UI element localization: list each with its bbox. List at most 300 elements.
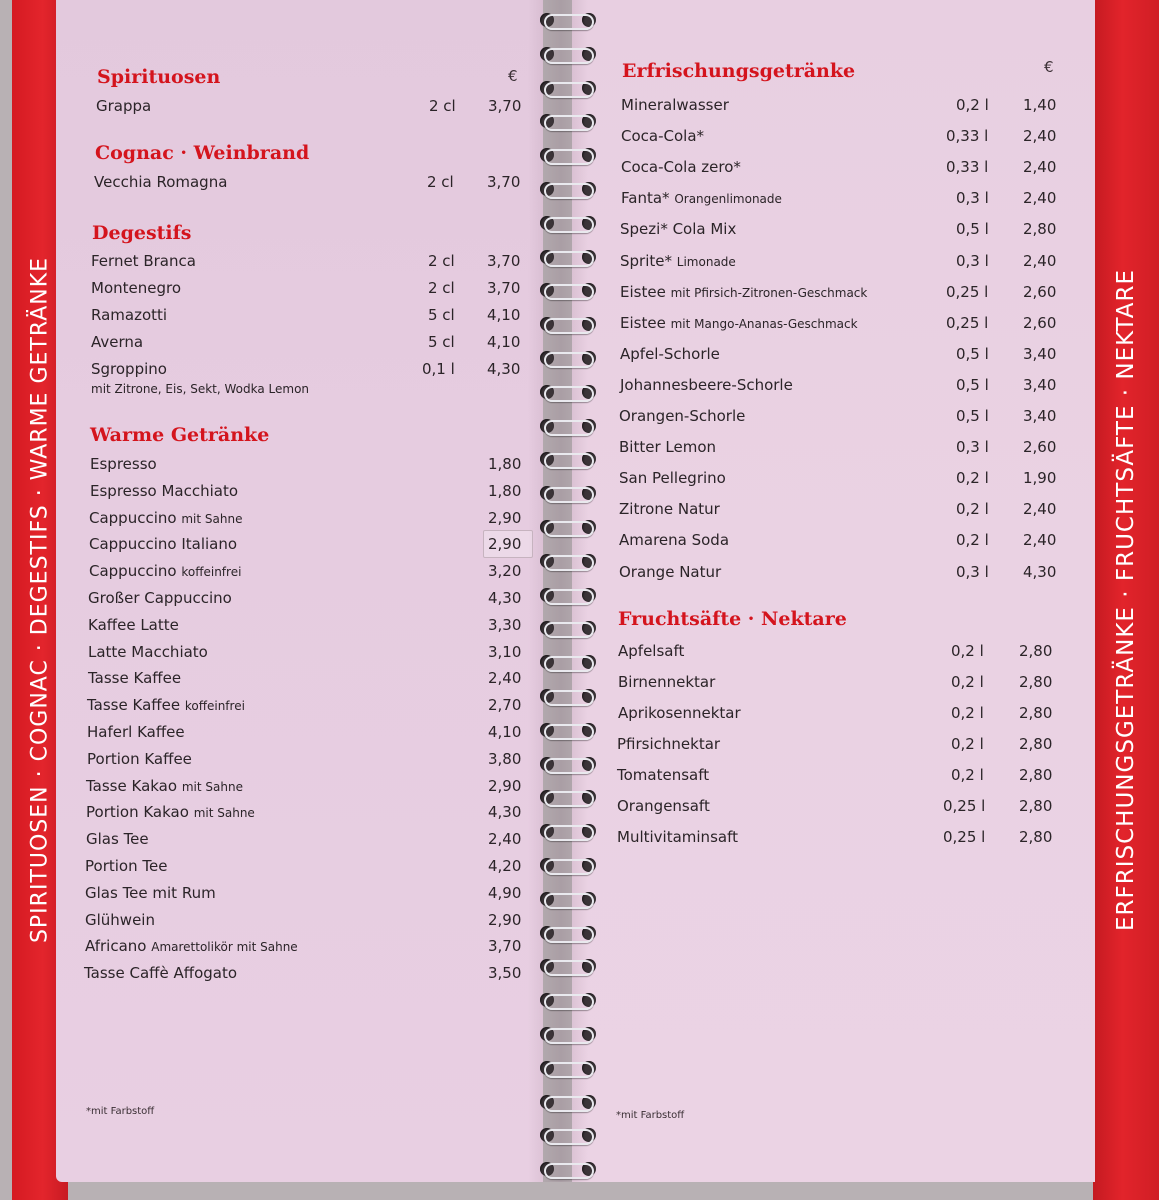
- menu-item-name: [619, 438, 716, 456]
- menu-item-name: [87, 696, 245, 714]
- menu-item-row: [85, 911, 525, 933]
- spiral-wire: [544, 656, 594, 672]
- spiral-coil: [538, 1092, 594, 1112]
- menu-item-name: [617, 828, 738, 846]
- menu-item-price: 4,30: [488, 803, 522, 822]
- menu-item-size: 0,2 l: [951, 735, 984, 753]
- spiral-wire: [544, 420, 594, 436]
- menu-item-name: [617, 766, 709, 784]
- menu-item-name: [620, 252, 736, 270]
- spiral-coil: [538, 314, 594, 334]
- menu-item-title: Espresso Macchiato: [90, 481, 239, 500]
- menu-item-size: 0,2 l: [956, 469, 989, 488]
- menu-item-title: Fernet Branca: [91, 252, 196, 270]
- menu-item-row: [88, 643, 528, 665]
- menu-item-name: [86, 803, 255, 821]
- section-title-erfrischungsgetraenke: Erfrischungsgetränke: [622, 60, 856, 82]
- menu-item-price: 3,40: [1023, 344, 1057, 363]
- menu-item-price: 2,90: [488, 910, 522, 929]
- menu-item-name: [619, 500, 720, 518]
- spiral-coil: [538, 382, 594, 402]
- menu-item-name: [87, 750, 192, 768]
- menu-item-price: 2,80: [1019, 642, 1053, 660]
- menu-item-size: 0,1 l: [422, 360, 455, 378]
- menu-item-price: 3,20: [488, 562, 522, 581]
- menu-item-name: [85, 884, 216, 902]
- menu-item-row: [91, 252, 531, 274]
- menu-item-title: Birnennektar: [618, 673, 716, 691]
- spiral-wire: [544, 1062, 594, 1078]
- menu-item-price: 2,80: [1019, 704, 1053, 722]
- menu-item-title: Apfel-Schorle: [620, 344, 720, 363]
- spiral-coil: [538, 10, 594, 30]
- spiral-coil: [538, 179, 594, 199]
- menu-item-row: [87, 750, 527, 772]
- menu-item-name: [91, 252, 196, 270]
- menu-item-row: [619, 563, 1059, 585]
- spiral-wire: [544, 318, 594, 334]
- menu-item-title: Orangensaft: [617, 797, 710, 815]
- menu-item-name: [90, 455, 157, 473]
- menu-item-size: 2 cl: [428, 252, 455, 270]
- menu-item-name: [621, 189, 782, 207]
- section-title-spirituosen: Spirituosen: [97, 66, 221, 88]
- menu-item-row: [618, 673, 1058, 695]
- menu-item-size: 2 cl: [427, 173, 454, 191]
- menu-item-title: Latte Macchiato: [88, 642, 208, 661]
- menu-item-name: [86, 777, 243, 795]
- menu-item-price: 3,70: [488, 937, 522, 956]
- menu-item-price: 2,90: [488, 776, 522, 795]
- menu-item-row: [621, 189, 1061, 211]
- menu-item-price: 2,80: [1019, 766, 1053, 784]
- menu-item-title: Amarena Soda: [619, 531, 730, 550]
- menu-item-price: 2,90: [488, 535, 522, 554]
- menu-item-size: 0,3 l: [956, 438, 989, 457]
- spiral-wire: [544, 386, 594, 402]
- spiral-wire: [544, 487, 594, 503]
- menu-item-price: 3,50: [488, 964, 522, 983]
- menu-item-size: 0,5 l: [956, 407, 989, 425]
- spiral-wire: [544, 960, 594, 976]
- menu-item-name: [620, 283, 867, 301]
- spiral-coil: [538, 1159, 594, 1179]
- menu-item-title: Ramazotti: [91, 306, 168, 324]
- section-title-warme-getraenke: Warme Getränke: [90, 424, 270, 446]
- spiral-coil: [538, 78, 594, 98]
- menu-item-name: [618, 673, 715, 691]
- menu-item-price: 2,40: [1023, 500, 1057, 519]
- menu-item-name: [88, 589, 232, 607]
- spiral-coil: [538, 787, 594, 807]
- spiral-wire: [544, 690, 594, 706]
- spiral-coil: [538, 551, 594, 571]
- spiral-coil: [538, 44, 594, 64]
- menu-item-title: Aprikosennektar: [618, 704, 741, 722]
- menu-item-price: 2,40: [1023, 531, 1057, 550]
- menu-item-name: [94, 173, 227, 191]
- menu-item-title: Portion Kakao: [86, 803, 189, 822]
- menu-item-price: 4,20: [488, 857, 522, 875]
- spiral-wire: [544, 453, 594, 469]
- menu-item-name: [620, 345, 720, 363]
- menu-item-row: [91, 306, 531, 328]
- menu-item-price: 2,40: [1023, 158, 1057, 177]
- spiral-wire: [544, 994, 594, 1010]
- menu-item-row: [86, 830, 526, 852]
- currency-symbol-left: €: [508, 67, 518, 85]
- section-title-cognac: Cognac · Weinbrand: [95, 142, 310, 164]
- menu-item-title: Tasse Kaffee: [88, 669, 182, 688]
- spiral-coil: [538, 754, 594, 774]
- spiral-coil: [538, 720, 594, 740]
- spiral-coil: [538, 652, 594, 672]
- section-title-fruchtsaefte: Fruchtsäfte · Nektare: [618, 608, 847, 630]
- menu-item-title: Tasse Kakao: [86, 776, 178, 795]
- menu-item-title: Tomatensaft: [617, 766, 710, 784]
- spiral-wire: [544, 48, 594, 64]
- menu-item-size: 0,2 l: [951, 642, 984, 660]
- menu-item-price: 3,10: [488, 642, 522, 661]
- menu-item-row: [618, 704, 1058, 726]
- menu-item-row: [91, 360, 531, 382]
- menu-item-price: 3,30: [488, 615, 522, 634]
- menu-item-row: [90, 482, 530, 504]
- spiral-coil: [538, 1058, 594, 1078]
- menu-item-name: [618, 642, 684, 660]
- left-tab-label: SPIRITUOSEN · COGNAC · DEGESTIFS · WARME GETRÄNKE: [27, 256, 53, 944]
- menu-item-title: Montenegro: [91, 279, 182, 297]
- menu-item-title: Cappuccino Italiano: [89, 535, 238, 554]
- menu-item-price: 4,10: [487, 333, 521, 351]
- menu-item-row: [619, 531, 1059, 553]
- sgroppino-note: mit Zitrone, Eis, Sekt, Wodka Lemon: [91, 382, 310, 396]
- menu-item-price: 3,70: [487, 173, 521, 191]
- menu-item-row: [91, 279, 531, 301]
- menu-item-row: [88, 616, 528, 638]
- spiral-coil: [538, 923, 594, 943]
- menu-item-price: 2,90: [488, 508, 522, 527]
- spiral-coil: [538, 585, 594, 605]
- menu-item-price: 2,40: [488, 830, 522, 849]
- menu-item-description: mit Pfirsich-Zitronen-Geschmack: [670, 285, 868, 300]
- menu-item-size: 0,33 l: [946, 158, 989, 177]
- section-title-degestifs: Degestifs: [92, 222, 192, 244]
- menu-item-row: [620, 376, 1060, 398]
- menu-item-title: San Pellegrino: [619, 469, 726, 488]
- menu-item-row: [89, 562, 529, 584]
- menu-item-description: mit Sahne: [181, 511, 243, 526]
- spiral-coil: [538, 280, 594, 300]
- menu-item-title: Pfirsichnektar: [617, 735, 721, 753]
- menu-item-description: mit Sahne: [181, 779, 243, 794]
- menu-item-price: 4,10: [487, 306, 521, 324]
- menu-item-name: [619, 469, 726, 487]
- menu-item-row: [621, 158, 1061, 180]
- menu-item-row: [90, 455, 530, 477]
- menu-item-row: [85, 937, 525, 959]
- menu-item-row: [620, 220, 1060, 242]
- menu-item-title: Großer Cappuccino: [88, 589, 232, 607]
- menu-item-price: 1,80: [488, 481, 522, 500]
- spiral-wire: [544, 14, 594, 30]
- spiral-wire: [544, 758, 594, 774]
- menu-item-title: Orangen-Schorle: [619, 407, 746, 425]
- menu-item-name: [621, 96, 729, 114]
- menu-item-row: [94, 173, 534, 195]
- menu-item-name: [618, 704, 741, 722]
- menu-item-description: koffeinfrei: [181, 565, 242, 580]
- menu-item-price: 3,40: [1023, 375, 1057, 394]
- spiral-coil: [538, 990, 594, 1010]
- menu-item-price: 4,30: [488, 589, 522, 607]
- menu-item-description: mit Mango-Ananas-Geschmack: [670, 316, 858, 331]
- menu-item-title: Tasse Kaffee: [87, 696, 181, 715]
- right-tab-label: ERFRISCHUNGSGETRÄNKE · FRUCHTSÄFTE · NEKTARE: [1113, 269, 1139, 931]
- spiral-coil: [538, 449, 594, 469]
- menu-item-size: 0,3 l: [956, 562, 989, 581]
- spiral-wire: [544, 1028, 594, 1044]
- menu-item-row: [617, 797, 1057, 819]
- spiral-coil: [538, 1125, 594, 1145]
- menu-item-price: 2,80: [1019, 797, 1053, 815]
- spiral-coil: [538, 416, 594, 436]
- menu-item-price: 2,40: [1023, 251, 1057, 270]
- menu-item-size: 0,3 l: [956, 189, 989, 208]
- menu-item-price: 4,30: [487, 360, 521, 378]
- menu-item-size: 0,2 l: [951, 766, 984, 784]
- spiral-coil: [538, 111, 594, 131]
- spiral-wire: [544, 927, 594, 943]
- spiral-wire: [544, 115, 594, 131]
- menu-item-name: [91, 360, 167, 378]
- menu-item-row: [619, 469, 1059, 491]
- spiral-wire: [544, 724, 594, 740]
- spiral-wire: [544, 555, 594, 571]
- spiral-wire: [544, 589, 594, 605]
- menu-item-title: Mineralwasser: [621, 96, 729, 114]
- menu-item-row: [85, 857, 525, 879]
- menu-item-row: [620, 314, 1060, 336]
- spiral-wire: [544, 1163, 594, 1179]
- menu-item-description: Limonade: [676, 254, 736, 269]
- menu-item-name: [620, 314, 858, 332]
- menu-item-size: 0,3 l: [956, 251, 989, 270]
- spiral-coil: [538, 889, 594, 909]
- menu-item-title: Grappa: [96, 97, 152, 115]
- menu-item-price: 1,40: [1023, 96, 1057, 114]
- spiral-coil: [538, 618, 594, 638]
- menu-item-title: Averna: [91, 333, 144, 351]
- menu-item-title: Portion Kaffee: [87, 749, 192, 768]
- menu-item-size: 5 cl: [428, 306, 455, 324]
- menu-item-row: [91, 333, 531, 355]
- menu-item-size: 0,2 l: [951, 704, 984, 722]
- menu-item-description: Amarettolikör mit Sahne: [151, 940, 298, 955]
- right-side-tab: [1093, 0, 1159, 1200]
- menu-item-price: 2,80: [1019, 828, 1053, 846]
- menu-item-name: [88, 616, 179, 634]
- spiral-coil: [538, 1024, 594, 1044]
- menu-item-name: [85, 857, 167, 875]
- menu-item-row: [620, 345, 1060, 367]
- menu-item-title: Cappuccino: [89, 508, 177, 527]
- menu-item-size: 5 cl: [428, 333, 455, 351]
- menu-item-title: Vecchia Romagna: [94, 173, 228, 191]
- menu-item-price: 3,70: [488, 97, 522, 115]
- spiral-binding: [530, 0, 610, 1182]
- menu-item-row: [86, 777, 526, 799]
- menu-item-name: [84, 964, 237, 982]
- menu-item-size: 0,5 l: [956, 375, 989, 394]
- menu-item-size: 0,25 l: [946, 282, 989, 301]
- menu-item-row: [617, 735, 1057, 757]
- menu-item-row: [87, 723, 527, 745]
- menu-item-name: [87, 723, 185, 741]
- menu-item-name: [619, 407, 745, 425]
- menu-item-price: 2,70: [488, 696, 522, 715]
- menu-item-title: Kaffee Latte: [88, 615, 179, 634]
- menu-item-name: [89, 535, 237, 553]
- menu-item-description: koffeinfrei: [184, 699, 245, 714]
- menu-item-size: 0,2 l: [951, 673, 984, 691]
- menu-item-row: [86, 803, 526, 825]
- menu-item-name: [621, 158, 741, 176]
- menu-item-row: [620, 283, 1060, 305]
- menu-item-name: [96, 97, 151, 115]
- menu-item-name: [85, 911, 155, 929]
- menu-item-name: [620, 376, 793, 394]
- menu-item-row: [89, 509, 529, 531]
- menu-item-name: [617, 797, 710, 815]
- spiral-coil: [538, 145, 594, 165]
- menu-item-size: 0,25 l: [943, 828, 986, 846]
- menu-item-description: Orangenlimonade: [674, 192, 782, 207]
- menu-item-title: Glühwein: [85, 910, 155, 929]
- menu-item-price: 4,90: [488, 883, 522, 902]
- menu-item-size: 0,2 l: [956, 500, 989, 519]
- menu-item-name: [89, 562, 241, 580]
- menu-item-price: 3,40: [1023, 407, 1057, 425]
- menu-item-title: Apfelsaft: [618, 642, 685, 660]
- menu-item-title: Glas Tee mit Rum: [85, 883, 216, 902]
- menu-item-size: 2 cl: [429, 97, 456, 115]
- menu-item-row: [619, 438, 1059, 460]
- menu-item-name: [88, 669, 181, 687]
- menu-item-size: 0,2 l: [956, 96, 989, 114]
- menu-item-row: [89, 535, 529, 557]
- spiral-wire: [544, 521, 594, 537]
- menu-item-row: [617, 828, 1057, 850]
- menu-item-row: [87, 696, 527, 718]
- menu-item-title: Spezi* Cola Mix: [620, 220, 737, 239]
- menu-item-name: [88, 643, 208, 661]
- spiral-wire: [544, 82, 594, 98]
- spiral-wire: [544, 251, 594, 267]
- spiral-coil: [538, 855, 594, 875]
- menu-item-title: Coca-Cola*: [621, 127, 705, 146]
- menu-item-row: [85, 884, 525, 906]
- menu-item-name: [91, 306, 167, 324]
- menu-item-title: Bitter Lemon: [619, 438, 717, 457]
- menu-item-name: [89, 509, 242, 527]
- spiral-wire: [544, 149, 594, 165]
- menu-item-row: [84, 964, 524, 986]
- menu-item-price: 4,30: [1023, 562, 1057, 581]
- spiral-coil: [538, 247, 594, 267]
- menu-item-name: [91, 279, 181, 297]
- spiral-wire: [544, 1129, 594, 1145]
- menu-item-size: 0,5 l: [956, 220, 989, 239]
- menu-item-title: Orange Natur: [619, 562, 722, 581]
- menu-item-size: 0,2 l: [956, 531, 989, 550]
- spiral-coil: [538, 686, 594, 706]
- menu-item-title: Espresso: [90, 455, 157, 473]
- menu-item-price: 2,40: [1023, 189, 1057, 208]
- spiral-wire: [544, 217, 594, 233]
- spiral-wire: [544, 825, 594, 841]
- menu-item-title: Fanta*: [621, 189, 670, 208]
- menu-item-price: 2,80: [1019, 673, 1053, 691]
- menu-item-name: [621, 127, 704, 145]
- menu-item-row: [96, 97, 536, 119]
- footnote-left: *mit Farbstoff: [86, 1106, 155, 1117]
- spiral-coil: [538, 821, 594, 841]
- menu-item-price: 1,80: [488, 455, 522, 473]
- menu-item-title: Johannesbeere-Schorle: [620, 375, 793, 394]
- menu-item-price: 3,80: [488, 749, 522, 768]
- spiral-wire: [544, 622, 594, 638]
- menu-item-title: Glas Tee: [86, 830, 149, 849]
- spiral-wire: [544, 1096, 594, 1112]
- menu-item-name: [620, 220, 736, 238]
- menu-item-name: [619, 563, 721, 581]
- menu-item-row: [618, 642, 1058, 664]
- spiral-wire: [544, 893, 594, 909]
- menu-item-title: Multivitaminsaft: [617, 828, 738, 846]
- menu-item-price: 2,40: [1023, 127, 1057, 146]
- spiral-coil: [538, 517, 594, 537]
- menu-item-description: mit Sahne: [193, 806, 255, 821]
- menu-item-price: 4,10: [488, 723, 522, 741]
- spiral-coil: [538, 956, 594, 976]
- menu-item-row: [620, 252, 1060, 274]
- currency-symbol-right: €: [1044, 58, 1054, 76]
- menu-item-title: Eistee: [620, 313, 666, 332]
- menu-item-row: [621, 127, 1061, 149]
- spiral-wire: [544, 859, 594, 875]
- menu-item-title: Tasse Caffè Affogato: [84, 964, 238, 983]
- menu-item-title: Coca-Cola zero*: [621, 158, 741, 177]
- menu-item-name: [91, 333, 143, 351]
- menu-item-row: [619, 500, 1059, 522]
- menu-item-title: Portion Tee: [85, 857, 168, 875]
- menu-item-name: [90, 482, 238, 500]
- menu-item-size: 0,5 l: [956, 344, 989, 363]
- menu-item-title: Cappuccino: [89, 562, 177, 581]
- spiral-wire: [544, 791, 594, 807]
- menu-item-name: [617, 735, 720, 753]
- menu-item-title: Sgroppino: [91, 360, 167, 378]
- menu-item-price: 2,60: [1023, 438, 1057, 457]
- footnote-right: *mit Farbstoff: [616, 1110, 685, 1121]
- menu-item-title: Sprite*: [620, 251, 672, 270]
- menu-item-row: [617, 766, 1057, 788]
- menu-item-price: 3,70: [487, 252, 521, 270]
- menu-item-title: Eistee: [620, 282, 666, 301]
- spiral-wire: [544, 352, 594, 368]
- spiral-coil: [538, 483, 594, 503]
